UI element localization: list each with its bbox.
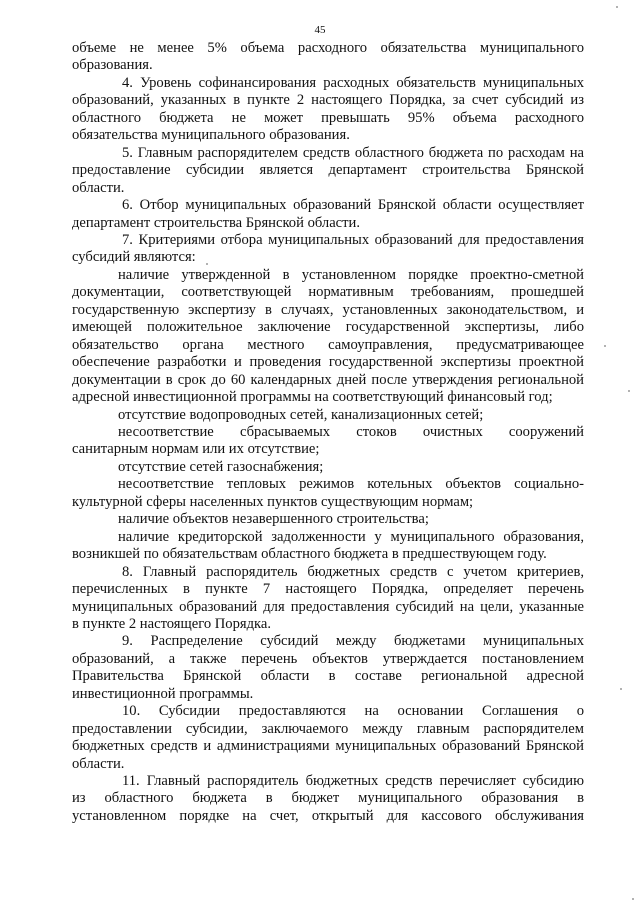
text-line: бюджетных средств и администрациями муниципальных образований Брянской (72, 738, 584, 755)
text-line: 7. Критериями отбора муниципальных образований для предоставления (122, 231, 584, 248)
text-line: адресной инвестиционной программы на соответствующий финансовый год; (72, 389, 553, 406)
scan-speck (604, 345, 606, 347)
text-line: обязательства муниципального образования. (72, 127, 350, 144)
text-line: предоставлении субсидии, заключаемого между главным распорядителем (72, 720, 584, 737)
text-line: отсутствие сетей газоснабжения; (118, 458, 324, 475)
text-line: 9. Распределение субсидий между бюджетами муниципальных (122, 633, 584, 650)
text-line: образований, указанных в пункте 2 настоящего Порядка, за счет субсидий из (72, 92, 584, 109)
text-line: областного бюджета не может превышать 95% объема расходного (72, 109, 584, 126)
text-line: образования. (72, 57, 153, 74)
text-line: наличие объектов незавершенного строительства; (118, 511, 429, 528)
scan-speck (632, 898, 634, 900)
document-body (72, 40, 584, 825)
scan-speck (628, 390, 630, 392)
text-line: перечисленных в пункте 7 настоящего Порядка, определяет перечень (72, 581, 584, 598)
text-line: наличие утвержденной в установленном порядке проектно-сметной (118, 266, 584, 283)
text-line: культурной сферы населенных пунктов существующим нормам; (72, 493, 474, 510)
page-number: 45 (314, 24, 326, 36)
text-line: 6. Отбор муниципальных образований Брянской области осуществляет (122, 197, 584, 214)
text-line: в пункте 2 настоящего Порядка. (72, 615, 272, 632)
text-line: 8. Главный распорядитель бюджетных средств с учетом критериев, (122, 563, 584, 580)
text-line: несоответствие тепловых режимов котельных объектов социально- (118, 476, 584, 493)
text-line: образований, а также перечень объектов утверждается постановлением (72, 650, 584, 667)
scan-speck (616, 6, 618, 8)
text-line: отсутствие водопроводных сетей, канализационных сетей; (118, 406, 484, 423)
text-line: инвестиционной программы. (72, 685, 254, 702)
text-line: несоответствие сбрасываемых стоков очистных сооружений (118, 423, 584, 440)
text-line: 11. Главный распорядитель бюджетных средств перечисляет субсидию (122, 773, 584, 790)
text-line: Правительства Брянской области в составе региональной адресной (72, 668, 584, 685)
text-line: 5. Главным распорядителем средств областного бюджета по расходам на (122, 144, 584, 161)
text-line: субсидий являются: (72, 249, 196, 266)
text-line: документации в срок до 60 календарных дней после утверждения региональной (72, 371, 584, 388)
text-line: из областного бюджета в бюджет муниципального образования в (72, 790, 584, 807)
text-line: объеме не менее 5% объема расходного обязательства муниципального (72, 40, 584, 56)
text-line: обязательство органа местного самоуправления, предусматривающее (72, 336, 584, 353)
text-line: государственную экспертизу в случаях, установленных законодательством, и (72, 301, 584, 318)
scan-speck (620, 688, 622, 690)
text-line: области. (72, 179, 125, 196)
scan-speck (206, 263, 208, 265)
text-line: установленном порядке на счет, открытый для кассового обслуживания (72, 807, 584, 824)
text-line: возникшей по обязательствам областного бюджета в предшествующем году. (72, 546, 547, 563)
text-line: области. (72, 755, 125, 772)
text-line: 10. Субсидии предоставляются на основании Соглашения о (122, 703, 584, 720)
text-line: 4. Уровень софинансирования расходных обязательств муниципальных (122, 74, 584, 91)
text-line: наличие кредиторской задолженности у муниципального образования, (118, 528, 584, 545)
text-line: документации, соответствующей нормативным требованиям, прошедшей (72, 284, 584, 301)
text-line: обеспечение разработки и проведения государственной экспертизы проектной (72, 354, 584, 371)
text-line: департамент строительства Брянской области. (72, 214, 360, 231)
text-line: санитарным нормам или их отсутствие; (72, 441, 320, 458)
text-line: муниципальных образований для предоставления субсидий на цели, указанные (72, 598, 584, 615)
text-line: предоставление субсидии является департамент строительства Брянской (72, 162, 584, 179)
text-line: имеющей положительное заключение государственной экспертизы, либо (72, 319, 584, 336)
